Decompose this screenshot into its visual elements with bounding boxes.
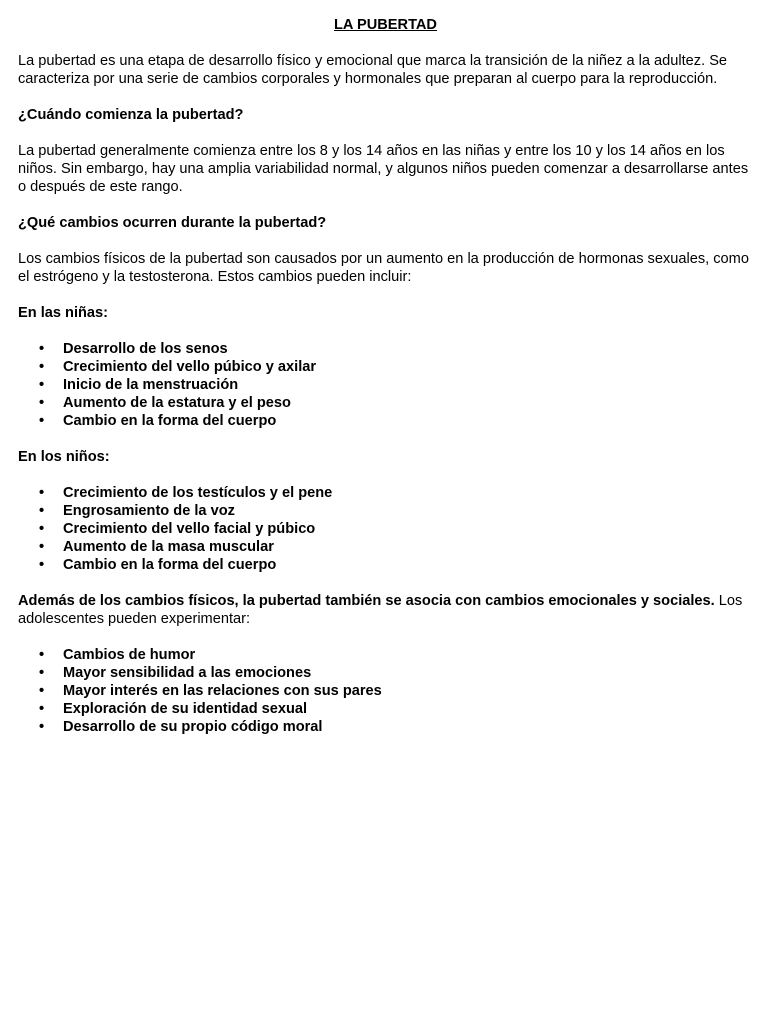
list-item bbox=[39, 718, 753, 736]
section-body-when: La pubertad generalmente comienza entre los 8 y los 14 años en las niñas y entre los 10 y los 14 años en los niños. Sin embargo, hay una amplia variabilidad normal, y algunos niños pueden comenzar a desarrollarse antes o después de este rango. bbox=[18, 143, 749, 195]
boys-heading: En los niños: bbox=[18, 449, 110, 465]
document-page bbox=[18, 16, 753, 754]
list-item-text: Mayor sensibilidad a las emociones bbox=[63, 665, 312, 681]
bullet-icon: • bbox=[39, 665, 45, 681]
bullet-icon: • bbox=[39, 557, 45, 573]
bullet-icon: • bbox=[39, 683, 45, 699]
list-item bbox=[39, 664, 753, 682]
list-item-text: Aumento de la masa muscular bbox=[63, 539, 274, 555]
list-item-text: Aumento de la estatura y el peso bbox=[63, 395, 291, 411]
list-item bbox=[39, 682, 753, 700]
list-item bbox=[39, 646, 753, 664]
list-item bbox=[39, 502, 753, 520]
list-item-text: Desarrollo de los senos bbox=[63, 341, 228, 357]
emotional-list bbox=[18, 646, 753, 736]
list-item-text: Desarrollo de su propio código moral bbox=[63, 719, 323, 735]
boys-list bbox=[18, 484, 753, 574]
bullet-icon: • bbox=[39, 647, 45, 663]
bullet-icon: • bbox=[39, 701, 45, 717]
bullet-icon: • bbox=[39, 395, 45, 411]
bullet-icon: • bbox=[39, 413, 45, 429]
list-item bbox=[39, 340, 753, 358]
list-item bbox=[39, 520, 753, 538]
list-item-text: Cambio en la forma del cuerpo bbox=[63, 557, 277, 573]
bullet-icon: • bbox=[39, 359, 45, 375]
section-heading-when: ¿Cuándo comienza la pubertad? bbox=[18, 107, 244, 123]
girls-list bbox=[18, 340, 753, 430]
list-item-text: Mayor interés en las relaciones con sus pares bbox=[63, 683, 382, 699]
list-item bbox=[39, 700, 753, 718]
bullet-icon: • bbox=[39, 539, 45, 555]
bullet-icon: • bbox=[39, 341, 45, 357]
list-item-text: Cambios de humor bbox=[63, 647, 196, 663]
list-item bbox=[39, 376, 753, 394]
list-item-text: Engrosamiento de la voz bbox=[63, 503, 235, 519]
bullet-icon: • bbox=[39, 377, 45, 393]
list-item-text: Exploración de su identidad sexual bbox=[63, 701, 308, 717]
list-item bbox=[39, 394, 753, 412]
bullet-icon: • bbox=[39, 521, 45, 537]
intro-paragraph: La pubertad es una etapa de desarrollo físico y emocional que marca la transición de la niñez a la adultez. Se caracteriza por una serie de cambios corporales y hormonales que preparan al cuerpo para la reproducción. bbox=[18, 53, 728, 87]
section-body-changes: Los cambios físicos de la pubertad son causados por un aumento en la producción de hormonas sexuales, como el estrógeno y la testosterona. Estos cambios pueden incluir: bbox=[18, 251, 749, 285]
emotional-paragraph bbox=[18, 592, 753, 628]
list-item-text: Crecimiento de los testículos y el pene bbox=[63, 485, 333, 501]
bullet-icon: • bbox=[39, 503, 45, 519]
section-heading-changes: ¿Qué cambios ocurren durante la pubertad? bbox=[18, 215, 327, 231]
emotional-lead-rest: Los adolescentes pueden experimentar: bbox=[18, 593, 743, 627]
list-item bbox=[39, 556, 753, 574]
list-item bbox=[39, 412, 753, 430]
emotional-lead-bold: Además de los cambios físicos, la pubertad también se asocia con cambios emocionales y sociales. bbox=[18, 593, 715, 609]
list-item bbox=[39, 538, 753, 556]
bullet-icon: • bbox=[39, 719, 45, 735]
list-item bbox=[39, 358, 753, 376]
list-item-text: Crecimiento del vello púbico y axilar bbox=[63, 359, 317, 375]
list-item-text: Crecimiento del vello facial y púbico bbox=[63, 521, 316, 537]
bullet-icon: • bbox=[39, 485, 45, 501]
girls-heading: En las niñas: bbox=[18, 305, 109, 321]
document-title: LA PUBERTAD bbox=[334, 17, 437, 33]
list-item-text: Cambio en la forma del cuerpo bbox=[63, 413, 277, 429]
list-item-text: Inicio de la menstruación bbox=[63, 377, 239, 393]
list-item bbox=[39, 484, 753, 502]
